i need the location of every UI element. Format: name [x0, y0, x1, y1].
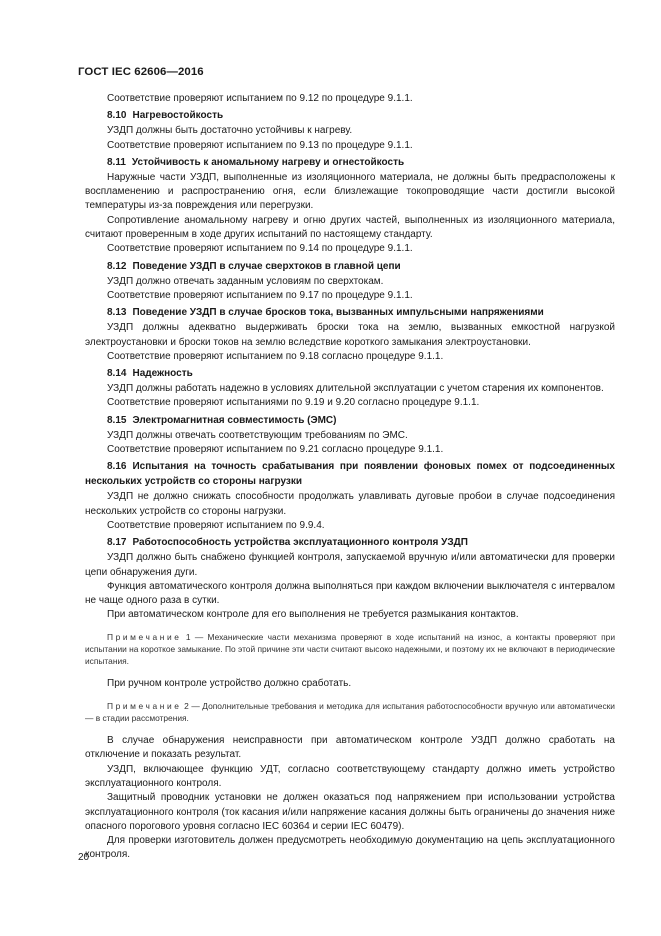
paragraph: Функция автоматического контроля должна выполняться при каждом включении выключателя с интервалом не чаще одного раза в сутки.	[85, 580, 615, 607]
paragraph: Соответствие проверяют испытанием по 9.9.4.	[107, 519, 325, 531]
section-heading	[85, 535, 615, 550]
paragraph: УЗДП, включающее функцию УДТ, согласно соответствующему стандарту должно иметь устройство эксплуатационного контроля.	[85, 763, 615, 789]
section-heading	[85, 413, 615, 428]
paragraph: При ручном контроле устройство должно сработать.	[107, 678, 352, 690]
paragraph: Соответствие проверяют испытанием по 9.12 по процедуре 9.1.1.	[107, 93, 413, 104]
paragraph: Защитный проводник установки не должен оказаться под напряжением при использовании устройства эксплуатационного контроля (ток касания и/или напряжение касания должны быть ограничены до значения ниже опасного порогового уровня согласно IEC 60364 и серии IEC 60479).	[85, 792, 615, 832]
paragraph: УЗДП должны адекватно выдерживать броски тока на землю, вызванных емкостной нагрузкой электроустановки и броски токов на землю вследствие короткого замыкания электроустановки.	[85, 322, 615, 348]
note	[85, 700, 615, 724]
section-number: 8.13	[107, 307, 127, 319]
paragraph: Для проверки изготовитель должен предусмотреть необходимую документацию на цепь эксплуатационного контроля.	[85, 835, 615, 861]
section-title: Надежность	[132, 368, 193, 380]
page-number: 20	[78, 852, 90, 863]
paragraph: Соответствие проверяют испытанием по 9.17 по процедуре 9.1.1.	[107, 289, 413, 301]
document-body	[85, 92, 615, 863]
paragraph: Соответствие проверяют испытанием по 9.14 по процедуре 9.1.1.	[107, 243, 413, 255]
section-heading	[85, 108, 615, 123]
section-heading	[85, 259, 615, 274]
section-title: Поведение УЗДП в случае бросков тока, вызванных импульсными напряжениями	[132, 307, 544, 319]
section-title: Работоспособность устройства эксплуатационного контроля УЗДП	[132, 537, 468, 549]
paragraph: Сопротивление аномальному нагреву и огню других частей, выполненных из изоляционного материала, считают проверенным в ходе других испытаний по настоящему стандарту.	[85, 214, 615, 241]
section-number: 8.17	[107, 537, 127, 549]
paragraph: Соответствие проверяют испытанием по 9.21 согласно процедуре 9.1.1.	[107, 444, 444, 456]
document-header: ГОСТ IEC 62606—2016	[78, 66, 204, 78]
section-title: Нагревостойкость	[132, 110, 224, 122]
paragraph: Соответствие проверяют испытаниями по 9.19 и 9.20 согласно процедуре 9.1.1.	[107, 397, 480, 409]
section-title: Устойчивость к аномальному нагреву и огнестойкость	[131, 156, 405, 168]
paragraph: УЗДП не должно снижать способности продолжать улавливать дуговые пробои в случае подсоединения нескольких устройств со стороны нагрузки.	[85, 491, 615, 517]
paragraph: УЗДП должны быть достаточно устойчивы к нагреву.	[107, 125, 353, 137]
paragraph: Наружные части УЗДП, выполненные из изоляционного материала, не должны быть предрасположены к воспламенению и распространению огня, если близлежащие токопроводящие части достигли высокой температуры из-за повреждения или перегрузки.	[85, 171, 615, 212]
note-text: 2 — Дополнительные требования и методика для испытания работоспособности вручную или автоматически — в стадии рассмотрения.	[85, 700, 615, 723]
section-number: 8.10	[107, 110, 127, 122]
section-title: Поведение УЗДП в случае сверхтоков в главной цепи	[132, 260, 401, 272]
section-title: Электромагнитная совместимость (ЭМС)	[132, 414, 337, 426]
paragraph: УЗДП должны отвечать соответствующим требованиям по ЭМС.	[107, 429, 408, 441]
paragraph: Соответствие проверяют испытанием по 9.13 по процедуре 9.1.1.	[107, 139, 413, 151]
section-number: 8.11	[107, 156, 126, 168]
paragraph: УЗДП должно быть снабжено функцией контроля, запускаемой вручную и/или автоматически для проверки цепи обнаружения дуги.	[85, 552, 615, 578]
note	[85, 631, 615, 668]
paragraph: УЗДП должно отвечать заданным условиям по сверхтокам.	[107, 275, 384, 287]
section-heading	[85, 155, 615, 170]
section-number: 8.15	[107, 414, 127, 426]
section-heading	[85, 366, 615, 381]
paragraph: УЗДП должны работать надежно в условиях длительной эксплуатации с учетом старения их компонентов.	[107, 383, 604, 395]
note-label: Примечание	[107, 700, 182, 711]
paragraph: Соответствие проверяют испытанием по 9.18 согласно процедуре 9.1.1.	[107, 350, 444, 362]
paragraph: В случае обнаружения неисправности при автоматическом контроле УЗДП должно сработать на отключение и показать результат.	[85, 735, 615, 761]
section-title: Испытания на точность срабатывания при появлении фоновых помех от подсоединенных нескольких устройств со стороны нагрузки	[85, 461, 615, 488]
paragraph: При автоматическом контроле для его выполнения не требуется размыкания контактов.	[107, 609, 519, 621]
section-number: 8.12	[107, 260, 127, 272]
section-heading	[85, 305, 615, 320]
note-label: Примечание	[107, 631, 182, 642]
section-heading	[85, 459, 615, 489]
note-text: 1 — Механические части механизма проверяют в ходе испытаний на износ, а контакты проверяют при испытании на короткое замыкание. По этой причине эти части считают высоко надежными, и поэтому их не включают в периодические испытания.	[85, 631, 615, 667]
section-number: 8.14	[107, 368, 127, 380]
section-number: 8.16	[107, 461, 127, 473]
